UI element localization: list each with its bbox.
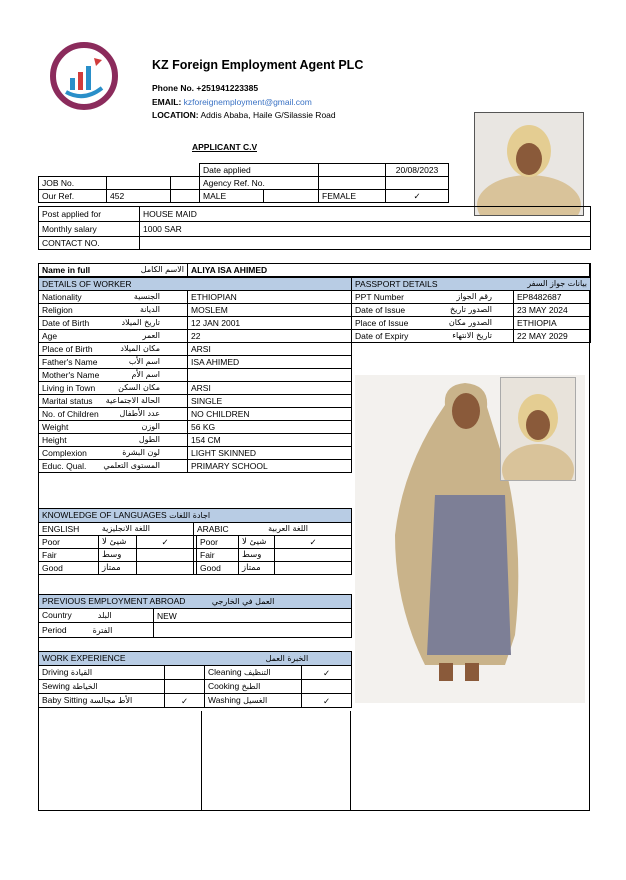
skill-label-ar: القيادة: [70, 668, 93, 677]
document-title: APPLICANT C.V: [192, 142, 258, 152]
english-level-check: ✓: [137, 536, 194, 549]
skill-check: [302, 680, 352, 694]
passport-row: [352, 330, 591, 343]
passport-label-ar: الصدور مكان: [448, 318, 492, 327]
agency-ref-label: Agency Ref. No.: [200, 177, 319, 190]
skill-label-ar: الطبخ: [241, 682, 261, 691]
detail-label: Mother's Name: [42, 370, 100, 380]
worker-detail-row: [39, 304, 352, 317]
work-experience-row: [39, 666, 352, 680]
period-label-ar: الفترة: [92, 625, 113, 635]
our-ref-value: 452: [107, 190, 171, 203]
male-label: MALE: [200, 190, 264, 203]
detail-label-ar: اسم الأب: [128, 357, 160, 366]
our-ref-label: Our Ref.: [39, 190, 107, 203]
location-line: LOCATION: Addis Ababa, Haile G/Silassie Road: [152, 110, 336, 120]
detail-value: ISA AHIMED: [188, 356, 352, 369]
work-left-area: [38, 711, 202, 811]
english-level-check: [137, 549, 194, 562]
salary-value: 1000 SAR: [140, 222, 591, 237]
work-header: WORK EXPERIENCE: [42, 653, 126, 663]
detail-value: NO CHILDREN: [188, 408, 352, 421]
passport-label: Place of Issue: [355, 318, 409, 328]
detail-label-ar: مكان السكن: [118, 383, 160, 392]
passport-label: Date of Expiry: [355, 331, 409, 341]
passport-row: [352, 317, 591, 330]
skill-label-ar: الغسيل: [243, 696, 268, 705]
detail-label: No. of Children: [42, 409, 99, 419]
level-label-ar: وسط: [99, 549, 137, 562]
detail-value: 56 KG: [188, 421, 352, 434]
level-label: Good: [197, 562, 239, 575]
country-value: NEW: [154, 609, 352, 623]
detail-value: ETHIOPIAN: [188, 291, 352, 304]
female-label: FEMALE: [319, 190, 386, 203]
detail-label: Nationality: [42, 292, 82, 302]
detail-label-ar: المستوى التعلمي: [103, 461, 160, 470]
languages-header: KNOWLEDGE OF LANGUAGES: [42, 510, 167, 520]
detail-label-ar: تاريخ الميلاد: [121, 318, 160, 327]
arabic-level-check: [275, 549, 352, 562]
worker-detail-row: [39, 447, 352, 460]
skill-label: Cooking: [208, 681, 240, 691]
english-label-ar: اللغة الانجليزية: [101, 524, 150, 533]
skill-label: Driving: [42, 667, 69, 677]
skill-check: [165, 666, 205, 680]
detail-label: Living in Town: [42, 383, 96, 393]
worker-detail-row: [39, 330, 352, 343]
passport-value: EP8482687: [514, 291, 591, 304]
date-applied-value: 20/08/2023: [386, 164, 449, 177]
worker-detail-row: [39, 382, 352, 395]
detail-value: ARSI: [188, 343, 352, 356]
detail-value: MOSLEM: [188, 304, 352, 317]
worker-detail-row: [39, 291, 352, 304]
level-label-ar: شيئ لا: [99, 536, 137, 549]
name-row: [38, 263, 591, 277]
passport-table: [351, 277, 591, 343]
passport-label: PPT Number: [355, 292, 404, 302]
worker-detail-row: [39, 434, 352, 447]
worker-detail-row: [39, 421, 352, 434]
detail-label-ar: الطول: [138, 435, 160, 444]
arabic-label-ar: اللغة العربية: [268, 524, 309, 533]
skill-label: Cleaning: [208, 667, 242, 677]
detail-label-ar: العمر: [142, 331, 160, 340]
worker-detail-row: [39, 356, 352, 369]
skill-label-ar: الأط مجالسة: [89, 696, 133, 705]
email-line: EMAIL: kzforeignemployment@gmail.com: [152, 97, 312, 107]
detail-value: 154 CM: [188, 434, 352, 447]
detail-label: Religion: [42, 305, 73, 315]
date-applied-label: Date applied: [200, 164, 319, 177]
post-table: [38, 206, 591, 250]
worker-detail-row: [39, 317, 352, 330]
phone-line: Phone No. +251941223385: [152, 83, 259, 93]
skill-label: Washing: [208, 695, 241, 705]
detail-label: Age: [42, 331, 58, 341]
worker-details-table: [38, 277, 352, 473]
previous-header: PREVIOUS EMPLOYMENT ABROAD: [42, 596, 186, 606]
worker-detail-row: [39, 460, 352, 473]
applicant-inset-photo: [500, 377, 576, 481]
applicant-headshot: [474, 112, 584, 216]
detail-label-ar: مكان الميلاد: [120, 344, 160, 353]
job-no-label: JOB No.: [39, 177, 107, 190]
language-level-row: [39, 536, 352, 549]
detail-label-ar: اسم الأم: [131, 370, 160, 379]
skill-check: ✓: [302, 666, 352, 680]
contact-label: CONTACT NO.: [39, 237, 140, 250]
worker-detail-row: [39, 343, 352, 356]
skill-label-ar: الخياطة: [72, 682, 98, 691]
passport-label-ar: الصدور تاريخ: [450, 305, 492, 314]
worker-detail-row: [39, 369, 352, 382]
detail-value: 12 JAN 2001: [188, 317, 352, 330]
arabic-level-check: ✓: [275, 536, 352, 549]
top-info-table: [38, 163, 449, 203]
level-label: Poor: [39, 536, 99, 549]
passport-label: Date of Issue: [355, 305, 406, 315]
work-experience-row: [39, 680, 352, 694]
detail-value: ARSI: [188, 382, 352, 395]
detail-label: Father's Name: [42, 357, 98, 367]
period-label: Period: [42, 624, 67, 635]
previous-header-ar: العمل في الخارجي: [211, 597, 275, 606]
passport-header-ar: بيانات جواز السفر: [527, 279, 588, 288]
passport-row: [352, 304, 591, 317]
detail-value: [188, 369, 352, 382]
post-label: Post applied for: [39, 207, 140, 222]
skill-label: Sewing: [42, 681, 70, 691]
detail-label-ar: الوزن: [141, 422, 160, 431]
detail-label-ar: الجنسية: [133, 292, 160, 301]
applicant-full-photo: [355, 375, 585, 703]
detail-value: SINGLE: [188, 395, 352, 408]
skill-label: Baby Sitting: [42, 695, 88, 705]
passport-header: PASSPORT DETAILS: [355, 279, 438, 289]
languages-table: [38, 508, 352, 575]
name-label: Name in full: [42, 265, 91, 275]
work-experience-row: [39, 694, 352, 708]
level-label-ar: شيئ لا: [239, 536, 275, 549]
level-label: Fair: [39, 549, 99, 562]
english-label: ENGLISH: [42, 524, 80, 534]
detail-label: Height: [42, 435, 67, 445]
detail-label: Marital status: [42, 396, 93, 406]
detail-value: LIGHT SKINNED: [188, 447, 352, 460]
detail-label-ar: الحالة الاجتماعية: [105, 396, 160, 405]
skill-label-ar: التنظيف: [243, 668, 271, 677]
arabic-label: ARABIC: [197, 524, 229, 534]
passport-value: 23 MAY 2024: [514, 304, 591, 317]
worker-detail-row: [39, 395, 352, 408]
name-label-ar: الاسم الكامل: [140, 265, 184, 274]
previous-employment-table: [38, 594, 352, 638]
languages-header-ar: اجادة اللغات: [169, 511, 211, 520]
company-name: KZ Foreign Employment Agent PLC: [152, 58, 364, 72]
level-label: Poor: [197, 536, 239, 549]
skill-check: ✓: [302, 694, 352, 708]
salary-label: Monthly salary: [39, 222, 140, 237]
worker-details-header: DETAILS OF WORKER: [39, 278, 352, 291]
passport-value: 22 MAY 2029: [514, 330, 591, 343]
language-level-row: [39, 549, 352, 562]
level-label: Fair: [197, 549, 239, 562]
level-label: Good: [39, 562, 99, 575]
email-link[interactable]: kzforeignemployment@gmail.com: [183, 97, 312, 107]
detail-label: Date of Birth: [42, 318, 90, 328]
country-label: Country: [42, 610, 72, 620]
detail-label: Complexion: [42, 448, 87, 458]
work-experience-table: [38, 651, 352, 708]
female-checkmark: ✓: [386, 190, 449, 203]
worker-detail-row: [39, 408, 352, 421]
country-label-ar: البلد: [97, 611, 112, 620]
passport-label-ar: رقم الجواز: [456, 292, 492, 301]
level-label-ar: وسط: [239, 549, 275, 562]
detail-label-ar: عدد الأطفال: [119, 409, 160, 418]
work-right-area: [205, 711, 351, 811]
skill-check: ✓: [165, 694, 205, 708]
language-level-row: [39, 562, 352, 575]
detail-label-ar: الديانة: [139, 305, 160, 314]
level-label-ar: ممتاز: [239, 562, 275, 575]
period-value: [154, 623, 352, 638]
english-level-check: [137, 562, 194, 575]
detail-value: 22: [188, 330, 352, 343]
skill-check: [165, 680, 205, 694]
post-value: HOUSE MAID: [140, 207, 591, 222]
detail-label: Place of Birth: [42, 344, 93, 354]
level-label-ar: ممتاز: [99, 562, 137, 575]
arabic-level-check: [275, 562, 352, 575]
passport-label-ar: تاريخ الانتهاء: [452, 331, 492, 340]
passport-row: [352, 291, 591, 304]
detail-label-ar: لون البشرة: [122, 448, 160, 457]
company-logo: [50, 42, 118, 110]
detail-value: PRIMARY SCHOOL: [188, 460, 352, 473]
detail-label: Educ. Qual.: [42, 461, 87, 471]
detail-label: Weight: [42, 422, 69, 432]
passport-value: ETHIOPIA: [514, 317, 591, 330]
name-value: ALIYA ISA AHIMED: [188, 264, 591, 277]
work-header-ar: الخبرة العمل: [265, 654, 309, 663]
